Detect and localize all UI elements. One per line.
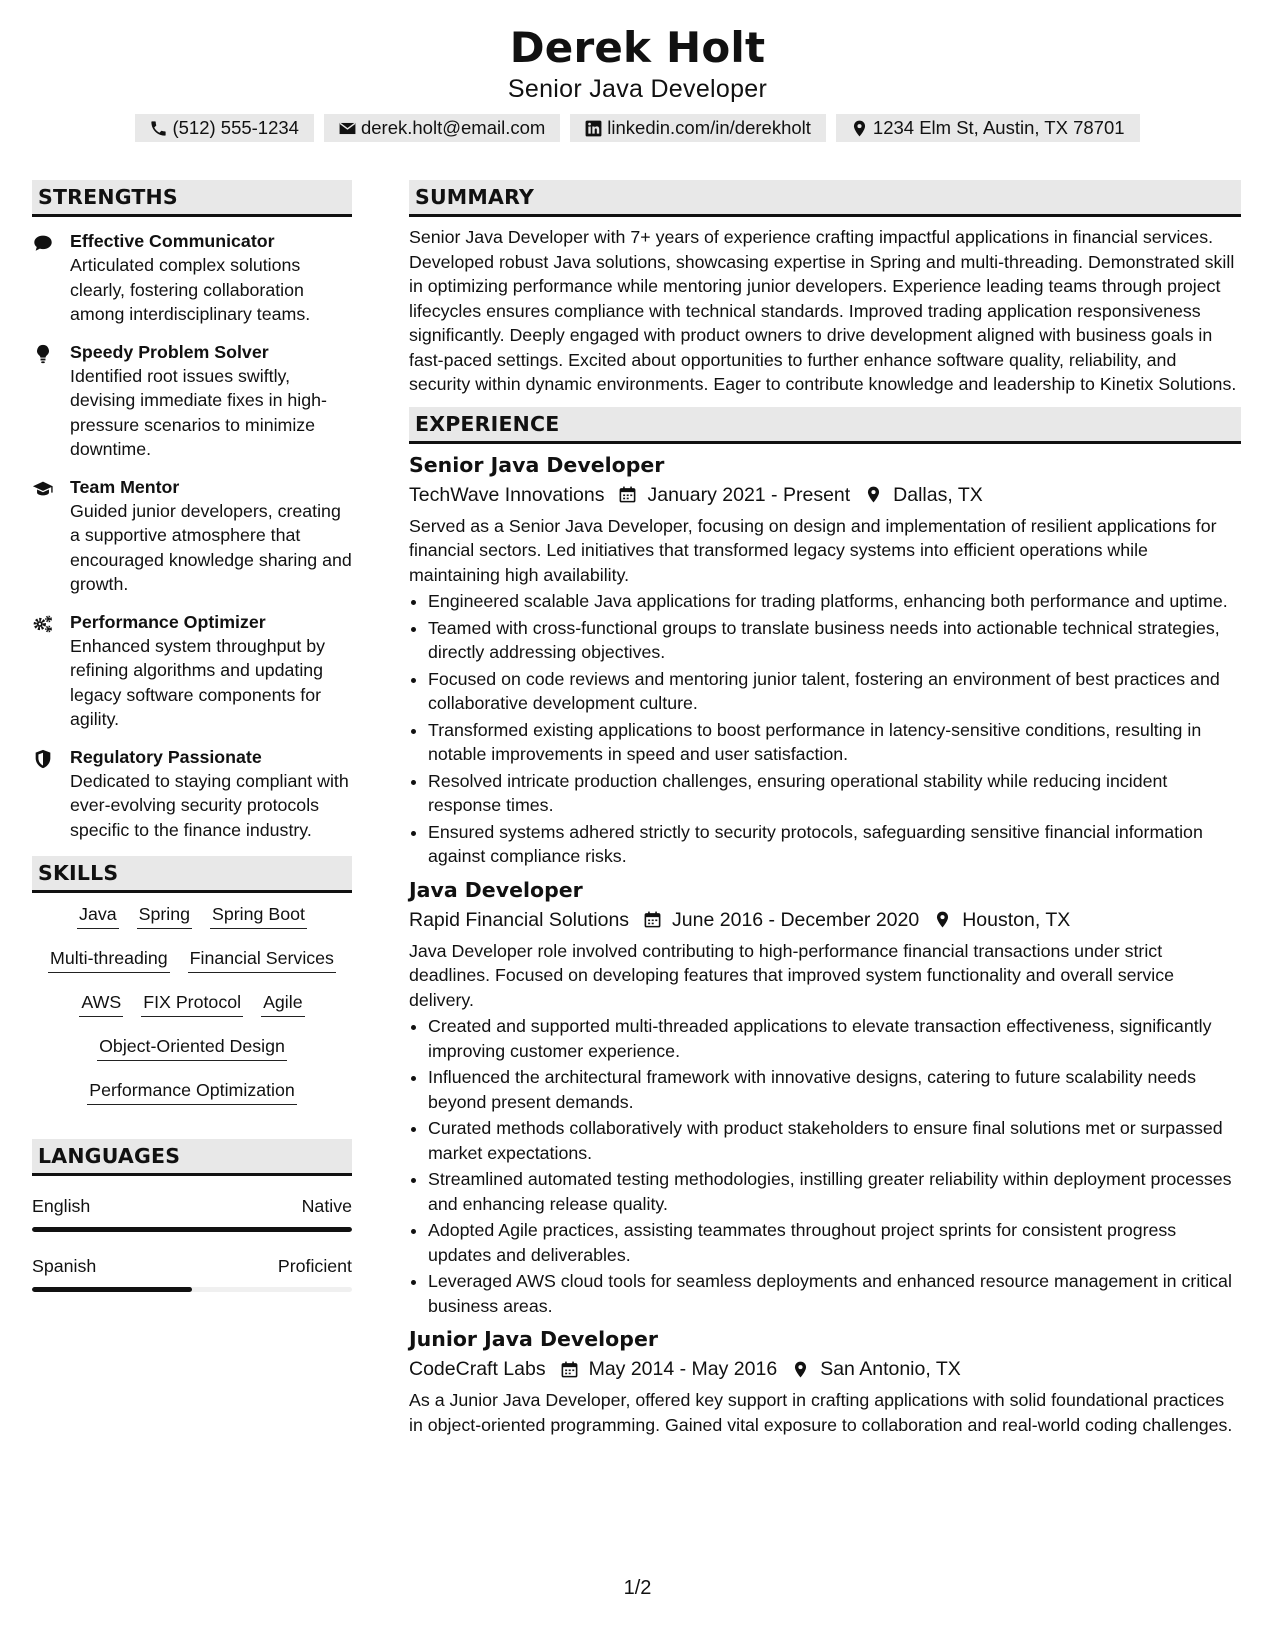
skill-tag: Agile [261,990,305,1017]
language-item [32,1254,352,1292]
language-proficiency-bar [32,1287,352,1292]
job-dates: June 2016 - December 2020 [672,908,920,931]
contact-bar [0,114,1275,142]
language-level: Native [301,1196,352,1216]
strength-title: Performance Optimizer [70,611,266,632]
candidate-name: Derek Holt [509,23,766,72]
job-entry [409,875,1241,1319]
graduation-cap-icon [32,478,54,500]
job-description: As a Junior Java Developer, offered key support in crafting applications with solid foundational practices in object-oriented programming. Gained vital exposure to collaboration and real-world coding challenges. [409,1390,1233,1435]
job-bullet: • Transformed existing applications to boost performance in latency-sensitive conditions, resulting in notable improvements in speed and user satisfaction. [428,718,1241,767]
job-bullet: • Created and supported multi-threaded applications to elevate transaction effectiveness, significantly improving customer experience. [428,1014,1241,1063]
job-meta [409,905,1241,935]
contact-address [836,114,1140,142]
right-column [409,180,1241,1437]
job-bullet: • Engineered scalable Java applications for trading platforms, enhancing both performance and uptime. [428,589,1241,614]
job-bullet: • Streamlined automated testing methodologies, instilling greater reliability within deployment processes and enhancing release quality. [428,1167,1241,1216]
skill-row [36,990,348,1017]
page-number: 1/2 [623,1577,652,1599]
left-column [32,180,352,1314]
job-location: Houston, TX [962,908,1071,931]
job-dates: January 2021 - Present [647,483,851,506]
skill-row [36,1034,348,1061]
skill-row [36,902,348,929]
skill-tag: Spring Boot [210,902,307,929]
job-company: TechWave Innovations [409,483,605,506]
language-proficiency-fill [32,1227,352,1232]
strength-title: Team Mentor [70,476,180,497]
job-meta [409,480,1241,510]
gears-icon [32,613,54,635]
job-company: Rapid Financial Solutions [409,908,630,931]
map-pin-icon [791,1360,810,1379]
strength-description: Enhanced system throughput by refining algorithms and updating legacy software components for agility. [70,635,326,729]
job-bullet: • Influenced the architectural framework with innovative designs, catering to future scalability needs beyond present demands. [428,1065,1241,1114]
strength-item [32,475,352,597]
contact-phone[interactable] [135,114,314,142]
job-location: San Antonio, TX [820,1358,961,1380]
job-bullet: • Curated methods collaboratively with product stakeholders to ensure final solutions met or surpassed market expectations. [428,1116,1241,1165]
language-level: Proficient [277,1256,352,1276]
strength-description: Guided junior developers, creating a supportive atmosphere that encouraged knowledge sharing and growth. [70,500,352,594]
job-title: Junior Java Developer [409,1327,658,1351]
languages-heading: LANGUAGES [32,1139,352,1176]
strength-description: Identified root issues swiftly, devising immediate fixes in high-pressure scenarios to minimize downtime. [70,365,327,459]
speech-bubble-icon [32,232,54,254]
contact-linkedin-text: linkedin.com/in/derekholt [607,117,811,138]
job-dates: May 2014 - May 2016 [588,1358,778,1380]
contact-phone-text: (512) 555-1234 [172,117,299,138]
skill-tag: Object-Oriented Design [97,1034,287,1061]
language-name: Spanish [32,1256,97,1276]
job-bullet: • Focused on code reviews and mentoring junior talent, fostering an environment of best practices and collaborative development culture. [428,667,1241,716]
skill-tag: Performance Optimization [87,1078,297,1105]
skills-list [32,902,352,1105]
calendar-icon [643,910,662,929]
strength-item [32,610,352,732]
skill-tag: Multi-threading [48,946,170,973]
job-bullet: • Adopted Agile practices, assisting teammates throughout project sprints for consistent progress updates and deliverables. [428,1218,1241,1267]
summary-heading: SUMMARY [409,180,1241,217]
job-bullet: • Teamed with cross-functional groups to translate business needs into actionable technical strategies, directly addressing objectives. [428,616,1241,665]
calendar-icon [560,1360,579,1379]
candidate-role: Senior Java Developer [507,75,768,103]
job-bullets [409,1014,1241,1318]
language-item [32,1194,352,1232]
language-name: English [32,1196,91,1216]
job-entry [409,1324,1241,1437]
skill-tag: Spring [137,902,192,929]
contact-email[interactable] [324,114,560,142]
strength-title: Effective Communicator [70,231,275,251]
job-entry [409,450,1241,869]
shield-icon [32,748,54,770]
language-proficiency-fill [32,1287,192,1292]
job-description: Served as a Senior Java Developer, focusing on design and implementation of resilient applications for financial sectors. Led initiatives that transformed legacy systems into efficient operations while maintaining high availability. [409,515,1217,585]
skill-tag: Financial Services [188,946,336,973]
strength-title: Speedy Problem Solver [70,341,269,362]
summary-text: Senior Java Developer with 7+ years of experience crafting impactful applications in financial services. Developed robust Java solutions, showcasing expertise in Spring and multi-threading. Demonstrated skill in optimizing performance while mentoring junior developers. Experience leading teams through project lifecycles ensures compliance with technical standards. Improved trading application responsiveness significantly. Deeply engaged with product owners to drive development aligned with business goals in fast-paced settings. Excited about opportunities to further enhance software quality, reliability, and security within dynamic environments. Eager to contribute knowledge and leadership to Kinetix Solutions. [409,227,1237,394]
lightbulb-icon [32,343,54,365]
job-location: Dallas, TX [893,483,983,506]
strength-item [32,745,352,843]
skill-tag: AWS [79,990,123,1017]
strength-description: Articulated complex solutions clearly, fostering collaboration among interdisciplinary teams. [70,255,311,324]
map-pin-icon [933,910,952,929]
languages-list [32,1194,352,1292]
contact-email-text: derek.holt@email.com [360,117,546,138]
strength-item [32,340,352,462]
job-bullet: • Resolved intricate production challenges, ensuring operational stability while reducing incident response times. [428,769,1241,818]
job-description: Java Developer role involved contributing to high-performance financial transactions under strict deadlines. Focused on developing features that improved system functionality and overall service delivery. [409,940,1175,1010]
job-title: Java Developer [409,877,583,902]
job-meta [409,1354,1241,1384]
skill-tag: FIX Protocol [141,990,243,1017]
job-bullet: • Leveraged AWS cloud tools for seamless deployments and enhanced resource management in critical business areas. [428,1269,1241,1318]
strength-item [32,229,352,327]
envelope-icon [338,119,357,138]
skill-row [36,1078,348,1105]
contact-linkedin[interactable] [570,114,826,142]
skill-row [36,946,348,973]
strengths-list [32,229,352,842]
map-pin-icon [850,119,869,138]
job-company: CodeCraft Labs [409,1358,546,1380]
job-bullet: • Ensured systems adhered strictly to security protocols, safeguarding sensitive financial information against compliance risks. [428,820,1241,869]
strengths-heading: STRENGTHS [32,180,352,217]
map-pin-icon [864,485,883,504]
skills-heading: SKILLS [32,856,352,893]
phone-icon [149,119,168,138]
strength-description: Dedicated to staying compliant with ever-evolving security protocols specific to the finance industry. [70,770,349,840]
calendar-icon [618,485,637,504]
language-proficiency-bar [32,1227,352,1232]
job-bullets [409,589,1241,869]
skill-tag: Java [77,902,119,929]
job-title: Senior Java Developer [409,452,665,477]
experience-heading: EXPERIENCE [409,407,1241,444]
linkedin-icon [584,119,603,138]
strength-title: Regulatory Passionate [70,746,262,767]
contact-address-text: 1234 Elm St, Austin, TX 78701 [872,117,1125,138]
